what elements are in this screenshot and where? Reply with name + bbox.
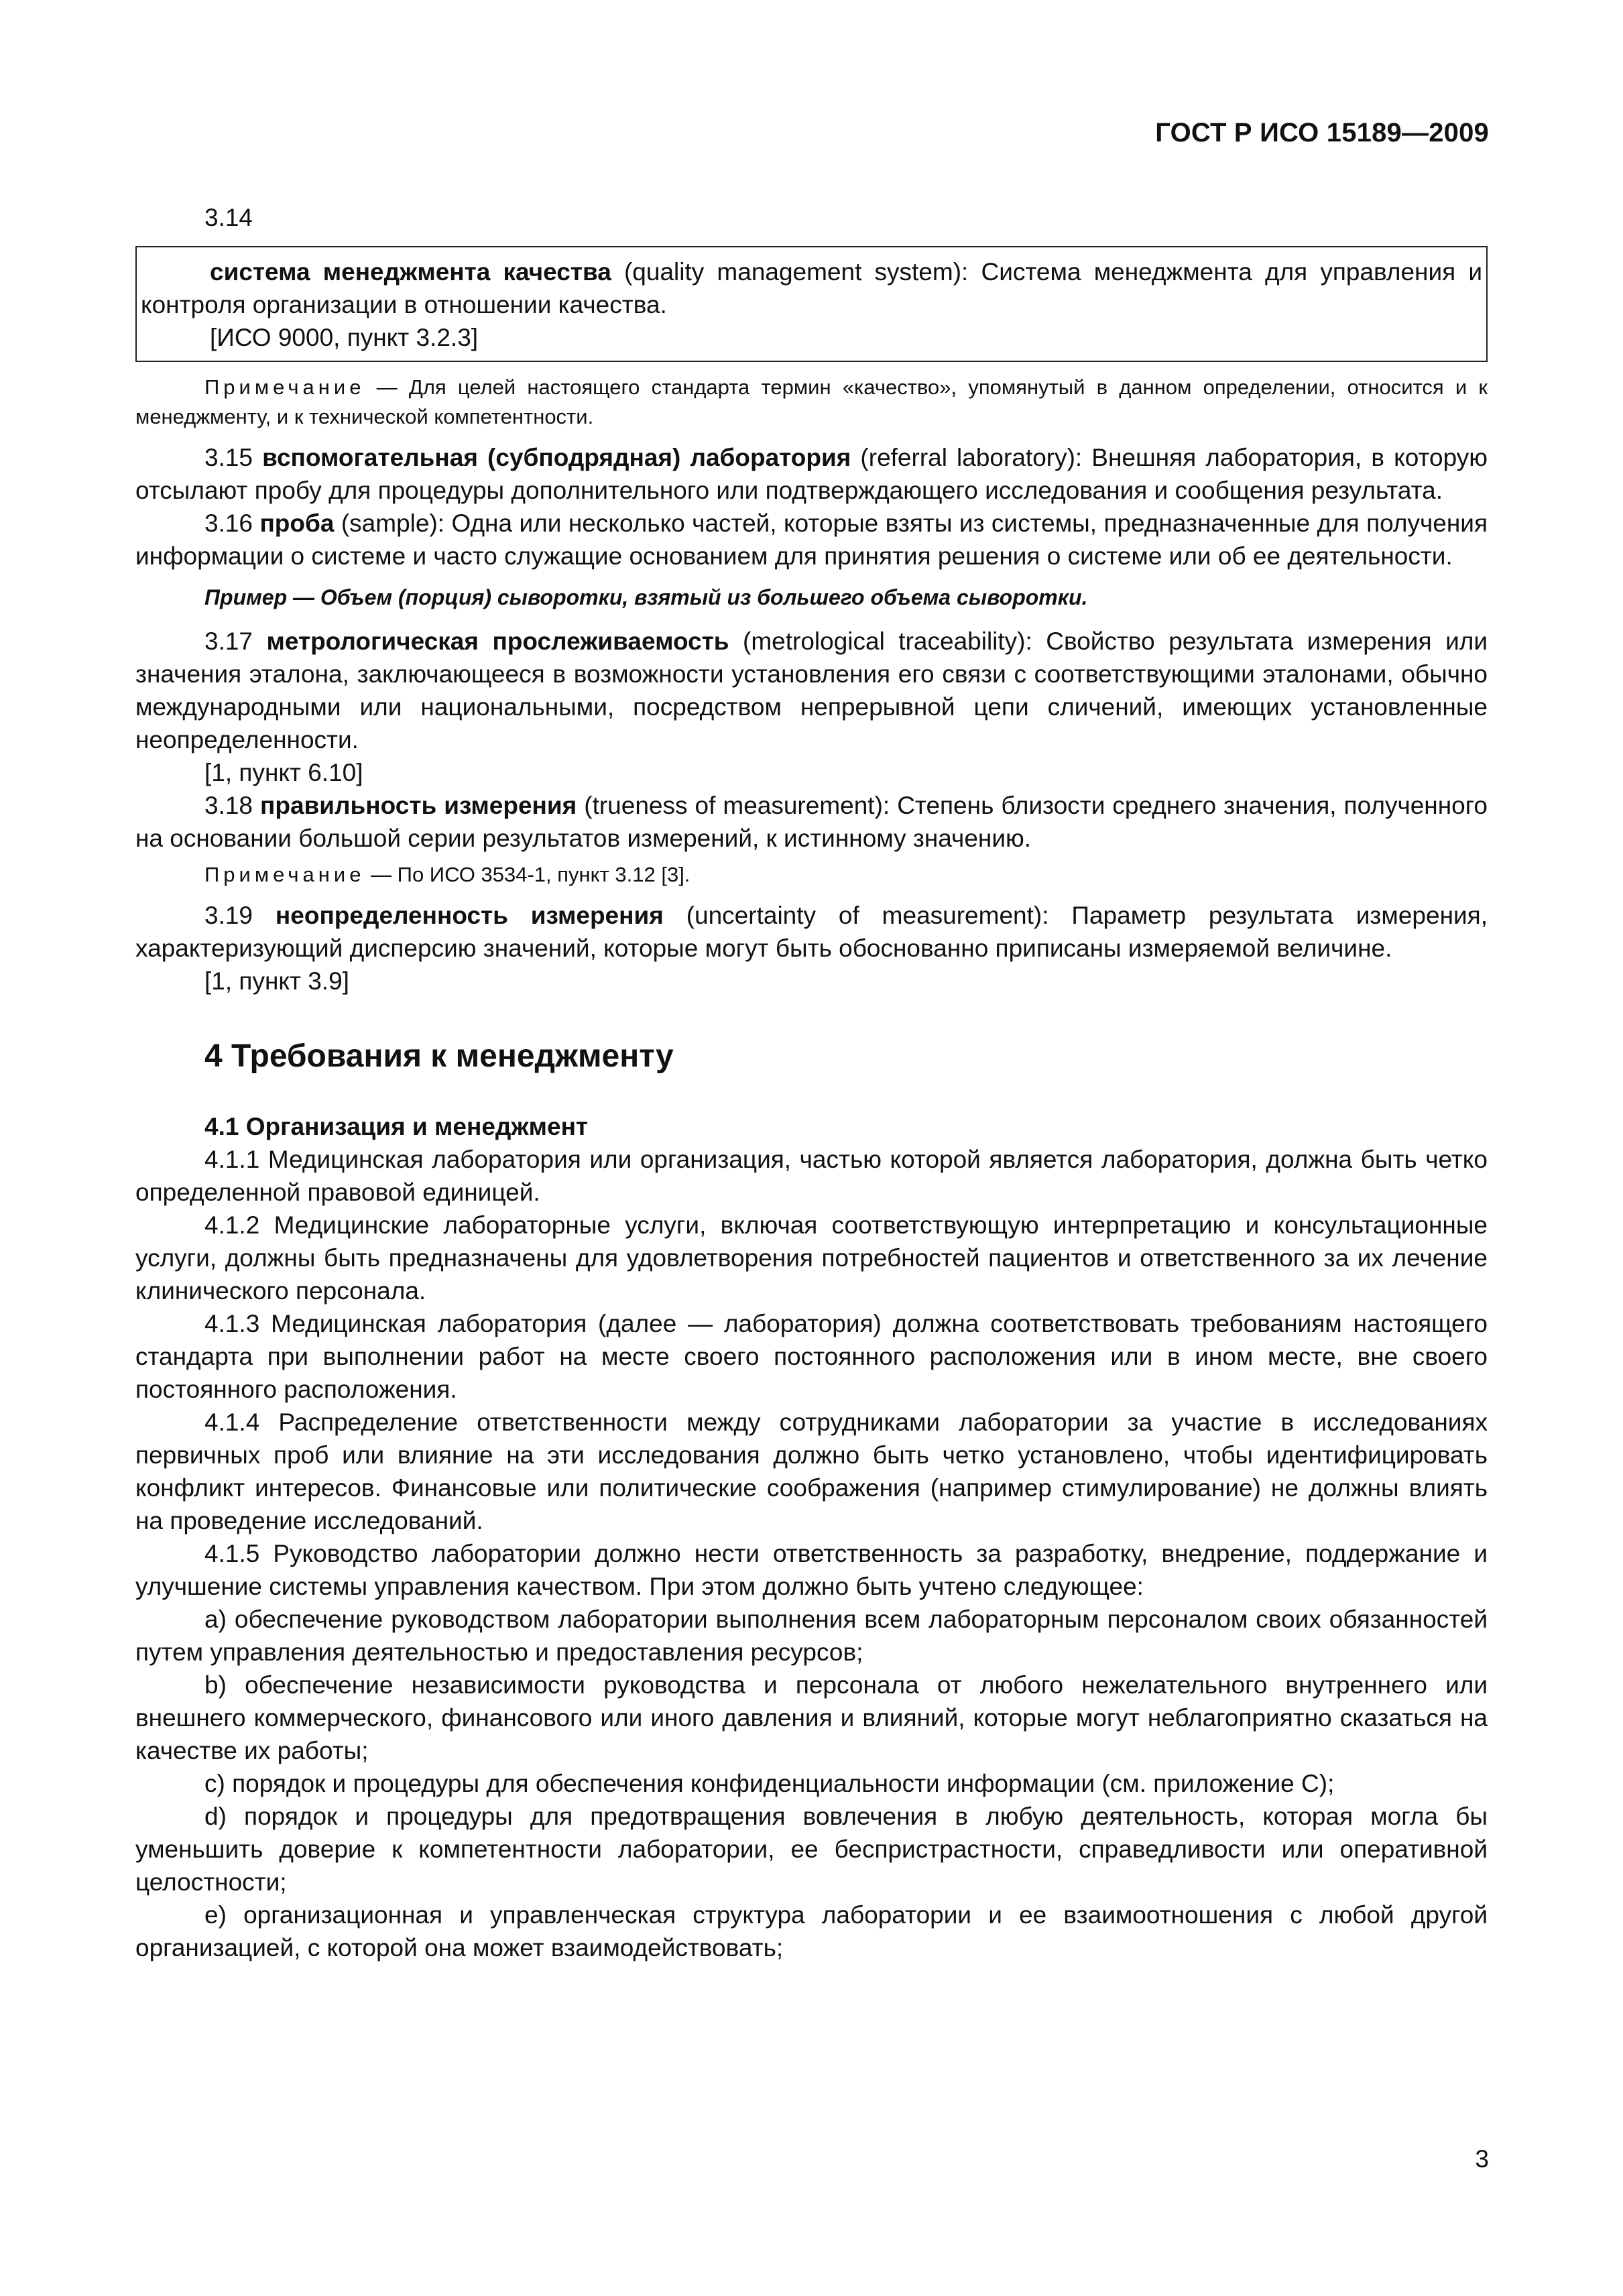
clause-number-3-18: 3.18 [204,792,261,819]
note-lead: Примечание [204,375,365,399]
reference-3-17: [1, пункт 6.10] [204,759,363,786]
paragraph-4-1-2: 4.1.2 Медицинские лабораторные услуги, включая соответствующую интерпретацию и консультационные услуги, должны быть предназначены для удовлетворения потребностей пациентов и ответственного за их лечение клинического персонала. [135,1211,1488,1305]
example-3-16: Пример — Объем (порция) сыворотки, взятый из большего объема сыворотки. [204,585,1088,609]
note-text: — Для целей настоящего стандарта термин «качество», упомянутый в данном определении, относится и к менеджменту, и к технической компетентности. [135,375,1488,428]
definition-text-3-14: (quality management system): Система менеджмента для управления и контроля организации в отношении качества. [141,258,1482,318]
definition-3-18 [135,789,1488,855]
clause-number-3-19: 3.19 [204,902,276,929]
clause-number-3-15: 3.15 [204,444,263,471]
definition-text-3-19: (uncertainty of measurement): Параметр результата измерения, характеризующий дисперсию значений, которые могут быть обоснованно приписаны измеряемой величине. [135,902,1488,962]
definition-3-15 [135,441,1488,507]
clause-number-3-16: 3.16 [204,509,260,537]
definition-text-3-17: (metrological traceability): Свойство результата измерения или значения эталона, заключающееся в возможности установления его связи с соответствующими эталонами, обычно международными или национальными, посредством непрерывной цепи сличений, имеющих установленные неопределенности. [135,627,1488,753]
list-item-c: c) порядок и процедуры для обеспечения конфиденциальности информации (см. приложение C); [204,1770,1335,1797]
definition-3-17 [135,625,1488,756]
reference-3-19: [1, пункт 3.9] [204,967,349,995]
paragraph-4-1-4: 4.1.4 Распределение ответственности между сотрудниками лаборатории за участие в исследованиях первичных проб или влияние на эти исследования должно быть четко установлено, чтобы идентифицировать конфликт интересов. Финансовые или политические соображения (например стимулирование) не должны влиять на проведение исследований. [135,1408,1488,1534]
note-3-14 [135,373,1488,432]
note-3-18 [135,860,1488,890]
note-text: — По ИСО 3534-1, пункт 3.12 [3]. [365,863,690,886]
term-3-18: правильность измерения [260,792,577,819]
list-item-e: e) организационная и управленческая структура лаборатории и ее взаимоотношения с любой другой организацией, с которой она может взаимодействовать; [135,1901,1488,1961]
definition-text-3-18: (trueness of measurement): Степень близости среднего значения, полученного на основании большой серии результатов измерений, к истинному значению. [135,792,1488,852]
page-number: 3 [1475,2145,1489,2173]
paragraph-4-1-5: 4.1.5 Руководство лаборатории должно нести ответственность за разработку, внедрение, поддержание и улучшение системы управления качеством. При этом должно быть учтено следующее: [135,1540,1488,1600]
definition-3-16 [135,507,1488,572]
definition-3-14 [141,255,1482,321]
paragraph-4-1-1: 4.1.1 Медицинская лаборатория или организация, частью которой является лаборатория, должна быть четко определенной правовой единицей. [135,1146,1488,1206]
list-item-d: d) порядок и процедуры для предотвращения вовлечения в любую деятельность, которая могла бы уменьшить доверие к компетентности лаборатории, ее беспристрастности, справедливости или оперативной целостности; [135,1803,1488,1896]
clause-number-3-17: 3.17 [204,627,267,655]
document-header: ГОСТ Р ИСО 15189—2009 [1155,118,1489,147]
definition-3-19 [135,899,1488,965]
section-title-4: 4 Требования к менеджменту [204,1038,674,1074]
reference-3-14: [ИСО 9000, пункт 3.2.3] [210,324,479,351]
term-3-14: система менеджмента качества [210,258,611,286]
note-lead: Примечание [204,863,365,886]
definition-text-3-15: (referral laboratory): Внешняя лаборатория, в которую отсылают пробу для процедуры дополнительного или подтверждающего исследования и сообщения результата. [135,444,1488,504]
term-3-16: проба [259,509,335,537]
definition-text-3-16: (sample): Одна или несколько частей, которые взяты из системы, предназначенные для получения информации о системе и часто служащие основанием для принятия решения о системе или об ее деятельности. [135,509,1488,570]
list-item-a: a) обеспечение руководством лаборатории выполнения всем лабораторным персоналом своих обязанностей путем управления деятельностью и предоставления ресурсов; [135,1606,1488,1666]
term-3-15: вспомогательная (субподрядная) лаборатория [262,444,851,471]
term-3-17: метрологическая прослеживаемость [266,627,729,655]
term-3-19: неопределенность измерения [275,902,664,929]
subsection-title-4-1: 4.1 Организация и менеджмент [204,1113,589,1140]
definition-box-3-14 [135,246,1488,362]
list-item-b: b) обеспечение независимости руководства и персонала от любого нежелательного внутреннего или внешнего коммерческого, финансового или иного давления и влияний, которые могут неблагоприятно сказаться на качестве их работы; [135,1671,1488,1764]
clause-number-3-14: 3.14 [204,204,253,231]
paragraph-4-1-3: 4.1.3 Медицинская лаборатория (далее — лаборатория) должна соответствовать требованиям настоящего стандарта при выполнении работ на месте своего постоянного расположения или в ином месте, вне своего постоянного расположения. [135,1310,1488,1403]
document-body [135,201,1488,1964]
